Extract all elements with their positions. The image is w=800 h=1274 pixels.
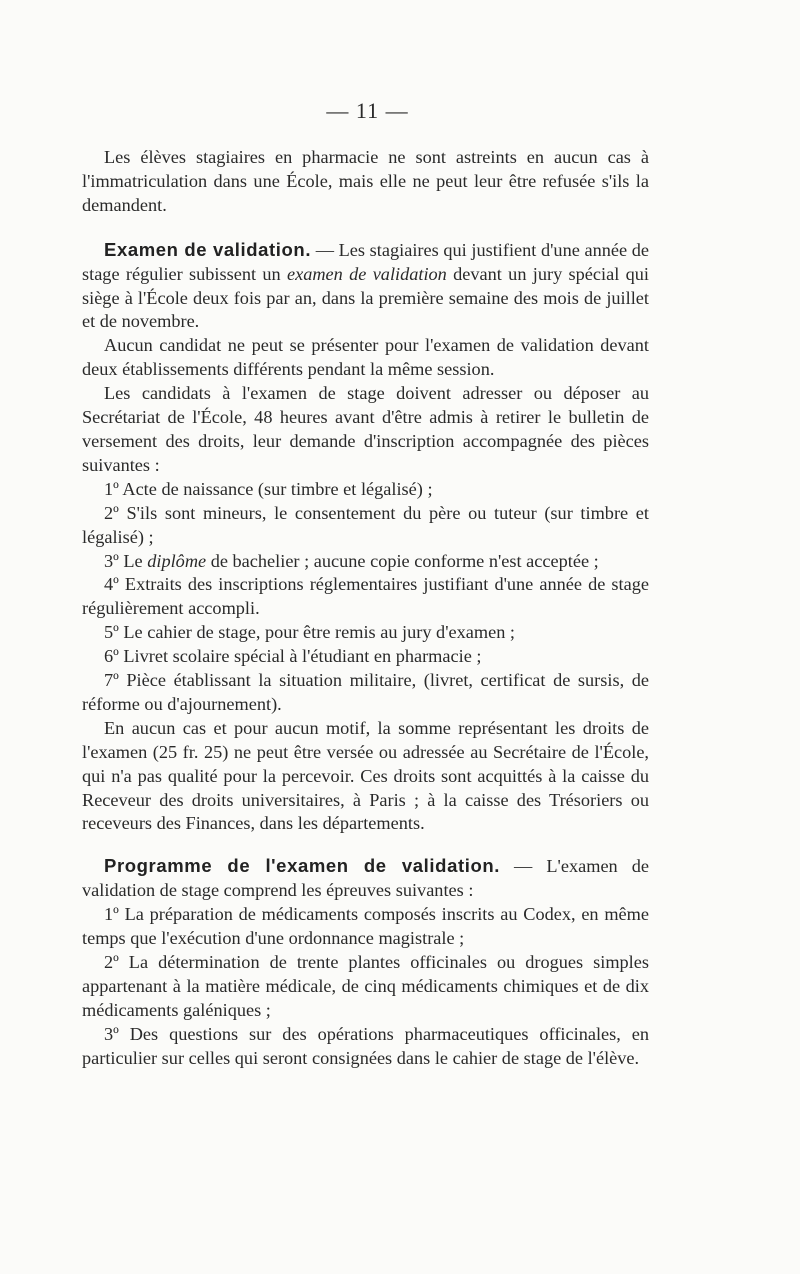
list-item: 1º La préparation de médicaments composés inscrits au Codex, en même temps que l'exécution d'une ordonnance magistrale ; <box>82 904 649 949</box>
list-item: 3º Des questions sur des opérations pharmaceutiques officinales, en particulier sur celles qui seront consignées dans le cahier de stage de l'élève. <box>82 1023 649 1068</box>
emphasis-examen-de-validation: examen de validation <box>286 263 447 284</box>
list-item: 2º S'ils sont mineurs, le consentement du père ou tuteur (sur timbre et légalisé) ; <box>82 502 649 547</box>
section-examen-paragraph-1: Examen de validation. — Les stagiaires qui justifient d'une année de stage régulier subissent un examen de validation devant un jury spécial qui siège à l'École deux fois par an, dans la première semaine des mois de juillet et de novembre. <box>82 238 649 332</box>
page-number: — 11 — <box>326 98 409 123</box>
section-examen-paragraph-2: Aucun candidat ne peut se présenter pour l'examen de validation devant deux établissements différents pendant la même session. <box>82 335 649 380</box>
list-item: 5º Le cahier de stage, pour être remis au jury d'examen ; <box>104 622 515 643</box>
section-examen-paragraph-3: Les candidats à l'examen de stage doivent adresser ou déposer au Secrétariat de l'École, 48 heures avant d'être admis à retirer le bulletin de versement des droits, leur demande d'inscription accompagnée des pièces suivantes : <box>82 383 649 475</box>
intro-paragraph: Les élèves stagiaires en pharmacie ne sont astreints en aucun cas à l'immatriculation dans une École, mais elle ne peut leur être refusée s'ils la demandent. <box>82 147 649 215</box>
list-item: 3º Le diplôme de bachelier ; aucune copie conforme n'est acceptée ; <box>104 550 599 571</box>
section-programme-paragraph-1: Programme de l'examen de validation. — L'examen de validation de stage comprend les épreuves suivantes : <box>82 855 649 901</box>
section-examen-paragraph-fees: En aucun cas et pour aucun motif, la somme représentant les droits de l'examen (25 fr. 25) ne peut être versée ou adressée au Secrétaire de l'École, qui n'a pas qualité pour la percevoir. Ces droits sont acquittés à la caisse du Receveur des droits universitaires, à Paris ; à la caisse des Trésoriers ou receveurs des Finances, dans les départements. <box>82 717 649 834</box>
heading-dash: — <box>500 856 547 877</box>
list-item: 2º La détermination de trente plantes officinales ou drogues simples appartenant à la matière médicale, de cinq médicaments chimiques et de dix médicaments galéniques ; <box>82 952 649 1020</box>
list-item: 1º Acte de naissance (sur timbre et légalisé) ; <box>104 478 433 499</box>
list-item: 6º Livret scolaire spécial à l'étudiant en pharmacie ; <box>104 646 482 667</box>
emphasis-diplome: diplôme <box>147 550 207 571</box>
list-item: 7º Pièce établissant la situation militaire, (livret, certificat de sursis, de réforme ou d'ajournement). <box>82 670 649 714</box>
section-heading-examen: Examen de validation. <box>104 238 312 260</box>
body-text <box>82 146 649 1071</box>
section-heading-programme: Programme de l'examen de validation. <box>104 855 500 877</box>
list-item: 4º Extraits des inscriptions réglementaires justifiant d'une année de stage régulièrement accompli. <box>82 574 649 619</box>
heading-dash: — <box>311 239 339 260</box>
